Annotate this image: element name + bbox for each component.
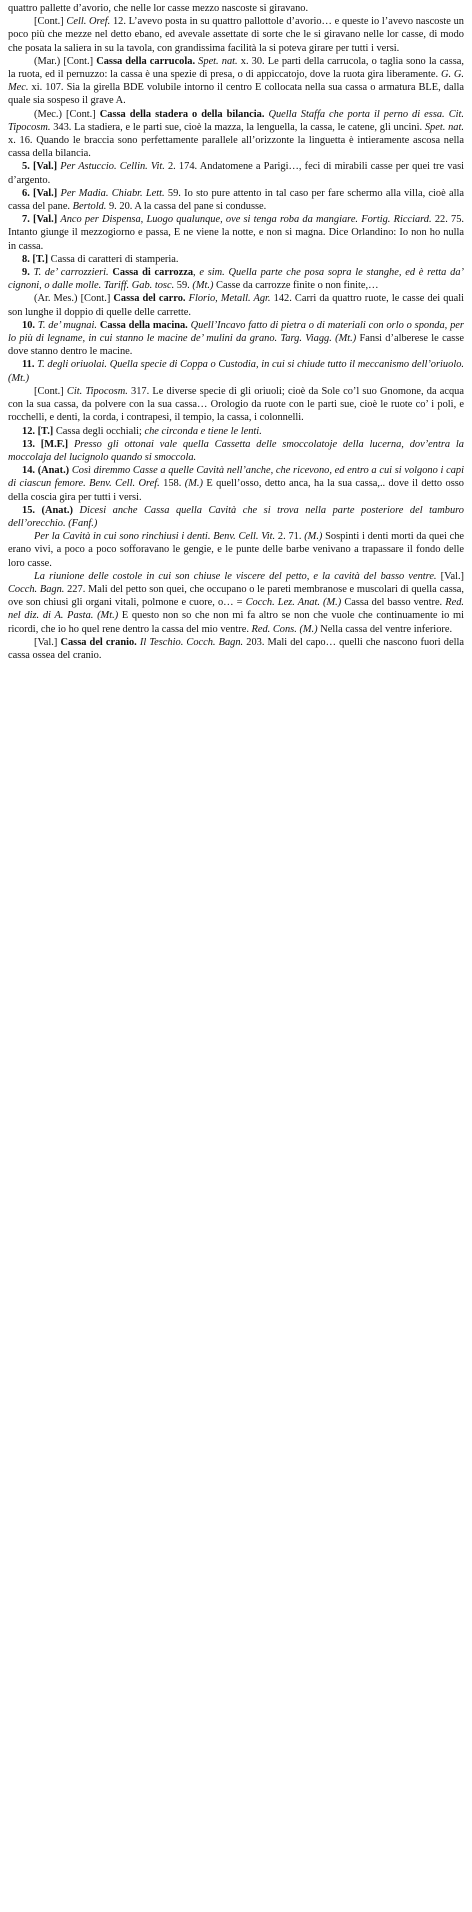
italic-text: (Mt.) bbox=[8, 372, 30, 384]
headword: 13. [M.F.] bbox=[22, 438, 74, 450]
italic-text: Benv. Cell. Oref. bbox=[89, 478, 160, 490]
italic-text: (M.) bbox=[304, 531, 323, 543]
italic-text: Quella Staffa che porta il perno di essa. bbox=[268, 108, 445, 120]
text-segment: Casse da carrozze finite o non finite,… bbox=[213, 280, 379, 292]
entry-paragraph bbox=[8, 266, 464, 292]
text-segment: [Cont.] bbox=[34, 385, 67, 397]
entry-paragraph bbox=[8, 464, 464, 504]
entry-paragraph bbox=[8, 187, 464, 213]
italic-text: Red. nel diz. di A. Pasta. bbox=[8, 597, 465, 622]
italic-text: (Fanf.) bbox=[68, 517, 98, 529]
entry-paragraph bbox=[8, 570, 464, 636]
text-segment: Sospinti i denti morti da quei che erano vivi, a poco a poco sofforavano le gengie, e le punte delle barbe venivano a trapassare il fondo delle loro casse. bbox=[8, 531, 465, 569]
entry-paragraph bbox=[8, 2, 464, 15]
italic-text: La riunione delle costole in cui son chiuse le viscere del petto, e la cavità del basso ventre. bbox=[34, 570, 437, 582]
text-segment: [Val.] bbox=[436, 570, 465, 582]
italic-text: e sim. Quella parte che posa sopra le stanghe, ed è retta da’ cignoni, o dalle molle. bbox=[8, 267, 464, 292]
entry-paragraph bbox=[8, 530, 464, 570]
text-segment: 9. 20. A la cassa del pane si condusse. bbox=[106, 201, 267, 213]
italic-text: (M.) bbox=[299, 623, 318, 635]
italic-text: (M.) bbox=[323, 597, 342, 609]
headword: 12. [T.] bbox=[22, 425, 56, 437]
italic-text: Per la Cavità in cui sono rinchiusi i denti. bbox=[34, 531, 211, 543]
entry-paragraph bbox=[8, 55, 464, 108]
headword: Cassa della carrucola. bbox=[96, 55, 196, 67]
italic-text: Cit. Tipocosm. bbox=[8, 108, 464, 133]
text-segment: Nella cassa del ventre inferiore. bbox=[317, 623, 453, 635]
text-segment: 22. 75. Intanto giunge il mezzogiorno e passa, E ne viene la notte, e non si magna. Dice Orlandino: Io non ho nulla in cassa. bbox=[8, 214, 464, 252]
italic-text: Spet. nat. bbox=[198, 55, 238, 67]
italic-text: (M.) bbox=[184, 478, 203, 490]
text-segment: 12. L’avevo posta in su quattro pallottole d’avorio… e queste io l’avevo nascoste un poco più che mezze nel detto ebano, ed avevale assettate di sorte che le si giravano nelle lor casse, di modo che posata la saliera in su la tavola, con grandissima facilità la si poteva girare per tutti i versi. bbox=[8, 16, 464, 54]
headword: 5. [Val.] bbox=[22, 161, 61, 173]
headword: 7. [Val.] bbox=[22, 214, 61, 226]
text-segment: (Mar.) [Cont.] bbox=[34, 55, 97, 67]
italic-text: Cit. Tipocosm. bbox=[66, 385, 128, 397]
entry-paragraph bbox=[8, 438, 464, 464]
text-segment: 203. Mali del capo… quelli che nascono fuori della cassa ossea del cranio. bbox=[8, 636, 464, 661]
italic-text: Per Madia. bbox=[60, 187, 109, 199]
headword: 6. [Val.] bbox=[22, 187, 61, 199]
italic-text: Per Astuccio. bbox=[60, 161, 117, 173]
entry-paragraph bbox=[8, 425, 464, 438]
text-segment: 59. Io sto pure attento in tal caso per fare schermo alla villa, cioè alla cassa del pane. bbox=[8, 187, 464, 213]
italic-text: Targ. Viagg. bbox=[280, 333, 332, 345]
text-segment: E quell’osso, detto anca, ha la sua cassa,.. dove il detto osso della coscia gira per tutti i versi. bbox=[8, 478, 465, 503]
italic-text: Tariff. Gab. tosc. bbox=[103, 280, 175, 292]
italic-text: Spet. nat. bbox=[424, 121, 464, 133]
italic-text: Così diremmo Casse a quelle Cavità nell’anche, che ricevono, ed entro a cui si volgono i capi di ciascun femore. bbox=[8, 465, 464, 490]
entry-paragraph bbox=[8, 292, 464, 318]
italic-text: Cocch. Bagn. bbox=[186, 636, 244, 648]
text-segment: Fansi d’alberese le casse dove stanno dentro le macine. bbox=[8, 333, 464, 358]
italic-text: (Mt.) bbox=[335, 333, 357, 345]
italic-text: Cocch. Bagn. bbox=[8, 583, 65, 595]
italic-text: Bertold. bbox=[72, 201, 107, 213]
text-segment: , bbox=[193, 267, 200, 279]
italic-text: T. degli oriuolai. Quella specie di Coppa o Custodia, in cui si chiude tutto il meccanismo dell’oriuolo. bbox=[37, 359, 464, 371]
text-segment: 317. Le diverse specie di gli oriuoli; cioè da Sole co’l suo Gnomone, da acqua con la sua cassa, da polvere con la sua cassa… Orologio da ruote con le parti sue, cioè le ruote co’ i poli, e rocchelli, e denti, la corda, i contrapesi, il tempio, la cassa, i colonnelli. bbox=[8, 385, 464, 424]
entry-paragraph bbox=[8, 160, 464, 186]
italic-text: T. de’ carrozzieri. bbox=[33, 267, 109, 279]
italic-text: Cell. Oref. bbox=[66, 16, 111, 28]
text-segment: x. 16. Quando le braccia sono perfettamente parallele all’orizzonte la linguetta è intieramente ascosa nella cassa della bilancia. bbox=[8, 135, 464, 160]
headword: 11. bbox=[22, 359, 38, 371]
entry-paragraph bbox=[8, 358, 464, 384]
entry-paragraph bbox=[8, 319, 464, 359]
text-segment: E questo non so che non mi fa altro se non che vuole che continuamente io mi ricordi, che io ho quel rene dentro la cassa del mio ventre. bbox=[8, 610, 464, 635]
headword: Cassa del cranio. bbox=[60, 636, 137, 648]
entry-paragraph bbox=[8, 636, 464, 662]
text-segment: x. 30. Le parti della carrucola, o taglia sono la cassa, la ruota, ed il pernuzzo: la cassa è una spezie di presa, o di appiccatojo, dove la ruota gira liberamente. bbox=[8, 55, 464, 81]
text-segment: 227. Mali del petto son quei, che occupano o le pareti membranose e muscolari di quella cassa, ove son chiusi gli organi vitali, polmone e cuore, o… = bbox=[8, 583, 464, 609]
text-segment: xi. 107. Sia la girella BDE volubile intorno il centro E collocata nella sua cassa o armatura BLE, dalla quale sia sospeso il grave A. bbox=[8, 82, 464, 107]
text-segment: (Ar. Mes.) [Cont.] bbox=[34, 293, 114, 305]
italic-text: Fortig. Ricciard. bbox=[361, 214, 432, 226]
italic-text: Florio, Metall. Agr. bbox=[188, 293, 271, 305]
italic-text: Cellin. Vit. bbox=[119, 161, 165, 173]
text-segment: Cassa di caratteri di stamperia. bbox=[50, 253, 179, 265]
headword: 10. bbox=[22, 319, 38, 331]
headword: Cassa di carrozza bbox=[112, 267, 194, 279]
text-segment: Cassa degli occhiali; bbox=[55, 425, 145, 437]
text-segment: Cassa del basso ventre. bbox=[341, 597, 446, 609]
text-segment: [Cont.] bbox=[34, 16, 67, 28]
text-segment: 59. bbox=[174, 280, 193, 292]
entry-paragraph bbox=[8, 213, 464, 253]
italic-text: Quell’Incavo fatto di pietra o di materiali con orlo o sponda, per lo più di legname, in cui stanno le macine de’ mulini da grano. bbox=[8, 319, 464, 345]
entry-paragraph bbox=[8, 15, 464, 55]
headword: Cassa della macina. bbox=[99, 319, 188, 331]
text-segment: [Val.] bbox=[34, 636, 61, 648]
entry-paragraph bbox=[8, 108, 464, 161]
italic-text: Il Teschio. bbox=[139, 636, 184, 648]
headword: 14. (Anat.) bbox=[22, 465, 72, 477]
text-segment: 142. Carri da quattro ruote, le casse dei quali son lunghe il doppio di quelle delle carrette. bbox=[8, 293, 465, 318]
italic-text: Anco per Dispensa, Luogo qualunque, ove si tenga roba da mangiare. bbox=[60, 214, 359, 226]
text-segment: 343. La stadiera, e le parti sue, cioè la mazza, la lenguella, la cassa, le catene, gli uncini. bbox=[50, 121, 425, 133]
italic-text: (Mt.) bbox=[97, 610, 119, 622]
headword: Cassa della stadera o della bilancia. bbox=[99, 108, 265, 120]
text-segment: 2. 174. Andatomene a Parigi…, feci di mirabili casse per quei tre vasi d’argento. bbox=[8, 161, 464, 186]
headword: 9. bbox=[22, 267, 34, 279]
italic-text: Chiabr. Lett. bbox=[111, 187, 165, 199]
headword: 8. [T.] bbox=[22, 253, 51, 265]
italic-text: Benv. Cell. Vit. bbox=[213, 531, 276, 543]
italic-text: G. G. Mec. bbox=[8, 69, 464, 94]
italic-text: (Mt.) bbox=[192, 280, 214, 292]
italic-text: T. de’ mugnai. bbox=[37, 319, 97, 331]
text-segment: 2. 71. bbox=[275, 531, 305, 543]
italic-text: Red. Cons. bbox=[251, 623, 297, 635]
text-segment: 158. bbox=[159, 478, 185, 490]
entry-paragraph bbox=[8, 385, 464, 425]
italic-text: Cocch. Lez. Anat. bbox=[245, 597, 320, 609]
text-segment: (Mec.) [Cont.] bbox=[34, 108, 100, 120]
italic-text: che circonda e tiene le lenti. bbox=[144, 425, 262, 437]
entry-paragraph bbox=[8, 253, 464, 266]
italic-text: Presso gli ottonai vale quella Cassetta delle smoccolatoje della lucerna, dov’entra la moccolaja del lucignolo quando si smoccola. bbox=[8, 438, 464, 463]
text-segment: quattro pallette d’avorio, che nelle lor casse mezzo nascoste si giravano. bbox=[8, 3, 309, 14]
headword: Cassa del carro. bbox=[113, 293, 186, 305]
italic-text: Dicesi anche Cassa quella Cavità che si trova nella parte posteriore del tamburo dell’orecchio. bbox=[8, 504, 465, 529]
headword: 15. (Anat.) bbox=[22, 504, 80, 516]
entry-paragraph bbox=[8, 504, 464, 530]
